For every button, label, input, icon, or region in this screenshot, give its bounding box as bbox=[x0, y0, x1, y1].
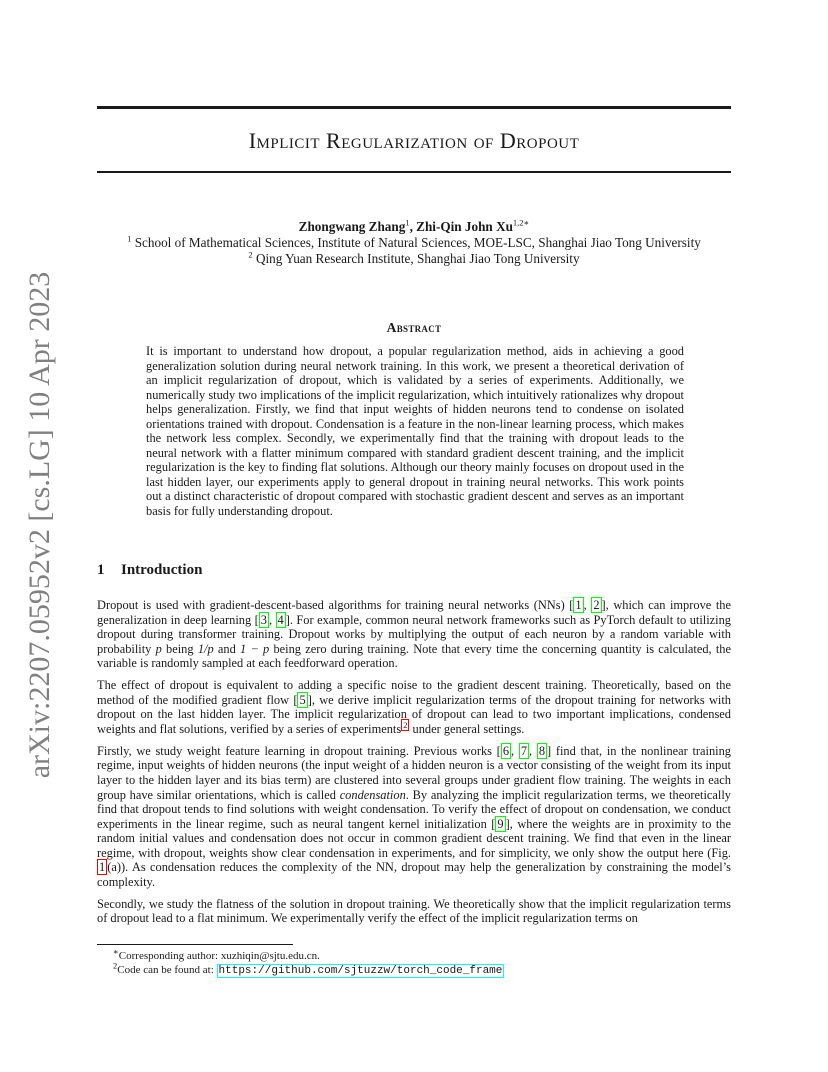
section-heading bbox=[97, 562, 202, 579]
text-run: . By analyzing the implicit regularization terms, we theoretically find that dropout tends to find solutions with weight condensation. To verify the effect of dropout on condensation, we conduct experiments in the linear regime, such as neural tangent kernel initialization [ bbox=[97, 787, 731, 831]
citation-link[interactable]: 8 bbox=[538, 743, 546, 758]
citation-link[interactable]: 9 bbox=[497, 816, 504, 831]
author-separator: , bbox=[409, 219, 417, 234]
paper-title: Implicit Regularization of Dropout bbox=[248, 128, 580, 153]
citation-link[interactable]: 7 bbox=[520, 743, 528, 758]
text-run: ], where the weights are in proximity to the random initial values and condensation does not occur in common gradient descent training. We find that even in the linear regime, with dropout, weights show clear condensation in experiments, and for simplicity, we only show the output here (Fig. bbox=[97, 816, 731, 860]
text-run: , bbox=[583, 598, 592, 612]
paragraph-1 bbox=[97, 598, 731, 671]
affiliation-2 bbox=[97, 251, 731, 267]
footnote-1-mark: ∗ bbox=[113, 946, 119, 957]
paragraph-2 bbox=[97, 678, 731, 736]
section-title: Introduction bbox=[121, 562, 203, 578]
text-run: ] find that, in the nonlinear training regime, input weights of hidden neurons (the input weight of a hidden neuron is a vector consisting of the weight from its input layer to the hidden layer and its bias term) are clustered into several groups under gradient flow training. The weights in each group have similar orientations, which is called bbox=[97, 743, 731, 802]
footnote-2 bbox=[113, 960, 504, 978]
author-1-affil: 1 bbox=[405, 217, 410, 228]
author-names bbox=[97, 219, 731, 235]
code-url-link[interactable]: https://github.com/sjtuzzw/torch_code_frame bbox=[218, 965, 503, 977]
affiliation-2-mark: 2 bbox=[248, 250, 253, 261]
math-p: p bbox=[155, 641, 162, 656]
abstract-text: It is important to understand how dropout, a popular regularization method, aids in achieving a good generalization solution during neural network training. In this work, we present a theoretical derivation of an implicit regularization of dropout, which is validated by a series of experiments. Additionally, we numerically study two implications of the implicit regularization, which intuitively rationalizes why dropout helps generalization. Firstly, we find that input weights of hidden neurons tend to condense on isolated orientations trained with dropout. Condensation is a feature in the non-linear learning process, which makes the network less complex. Secondly, we experimentally find that the training with dropout leads to the neural network with a flatter minimum compared with standard gradient descent training, and the implicit regularization is the key to finding flat solutions. Although our theory mainly focuses on dropout used in the last hidden layer, our experiments apply to general dropout in training neural networks. This work points out a distinct characteristic of dropout compared with stochastic gradient descent and serves as an important basis for fully understanding dropout. bbox=[146, 344, 684, 519]
citation-link[interactable]: 2 bbox=[593, 598, 600, 612]
footnote-2-mark: 2 bbox=[113, 960, 118, 971]
citation-link[interactable]: 4 bbox=[277, 612, 284, 627]
text-run: Firstly, we study weight feature learning in dropout training. Previous works [ bbox=[97, 743, 501, 758]
text-run: being zero during training. Note that every time the concerning quantity is calculated, the variable is randomly sampled at each feedforward operation. bbox=[97, 641, 731, 671]
text-run: , bbox=[268, 612, 276, 627]
affiliation-1 bbox=[97, 235, 731, 251]
footnote-1-text: Corresponding author: xuzhiqin@sjtu.edu.cn. bbox=[118, 950, 320, 962]
affiliation-2-text: Qing Yuan Research Institute, Shanghai Jiao Tong University bbox=[255, 251, 580, 267]
footnotes bbox=[113, 946, 504, 978]
author-2-affil: 1,2∗ bbox=[512, 217, 530, 228]
text-run: , bbox=[511, 743, 519, 758]
text-run: The effect of dropout is equivalent to adding a specific noise to the gradient descent training. Theoretically, based on the method of the modified gradient flow [ bbox=[97, 678, 731, 707]
text-run: ], we derive implicit regularization terms of the dropout training for networks with dropout on the last hidden layer. The implicit regularization of dropout can lead to two important implications, condensed weights and flat solutions, verified by a series of experiments bbox=[97, 692, 731, 736]
math-inverse-p: 1/p bbox=[197, 641, 214, 656]
text-run: Dropout is used with gradient-descent-based algorithms for training neural networks (NNs) [ bbox=[97, 598, 574, 612]
text-run: ], which can improve the generalization in deep learning [ bbox=[97, 598, 731, 627]
arxiv-sidebar bbox=[20, 271, 60, 779]
section-number: 1 bbox=[97, 562, 105, 578]
author-block bbox=[97, 219, 731, 268]
text-run: (a)). As condensation reduces the complexity of the NN, dropout may help the generalization by constraining the model’s complexity. bbox=[97, 860, 731, 889]
text-run: ]. For example, common neural network frameworks such as PyTorch default to utilizing dropout during transformer training. Dropout works by multiplying the output of each neuron by a random variable with probability bbox=[97, 612, 731, 656]
affiliation-1-mark: 1 bbox=[127, 233, 132, 244]
section-body bbox=[97, 598, 731, 933]
footnote-link[interactable]: 2 bbox=[403, 719, 408, 730]
citation-link[interactable]: 5 bbox=[299, 692, 306, 707]
citation-link[interactable]: 1 bbox=[575, 598, 582, 612]
paragraph-3 bbox=[97, 744, 731, 889]
footnote-2-text: Code can be found at: bbox=[117, 964, 217, 976]
affiliation-1-text: School of Mathematical Sciences, Institute of Natural Sciences, MOE-LSC, Shanghai Jiao Tong University bbox=[134, 235, 701, 251]
title-bottom-rule bbox=[97, 171, 731, 173]
title-top-rule bbox=[97, 106, 731, 109]
citation-link[interactable]: 6 bbox=[502, 743, 510, 758]
emphasis-condensation: condensation bbox=[339, 787, 406, 802]
text-run: , bbox=[529, 743, 537, 758]
citation-link[interactable]: 3 bbox=[260, 612, 267, 627]
paragraph-4: Secondly, we study the flatness of the solution in dropout training. We theoretically show that the implicit regularization terms of dropout lead to a flat minimum. We experimentally verify the effect of the implicit regularization terms on bbox=[97, 896, 731, 926]
abstract-heading: Abstract bbox=[386, 320, 442, 335]
text-run: and bbox=[213, 641, 241, 656]
footnote-rule bbox=[97, 944, 293, 945]
math-one-minus-p: 1 − p bbox=[240, 641, 270, 656]
footnote-1 bbox=[113, 946, 504, 963]
text-run: under general settings. bbox=[409, 721, 525, 736]
text-run: being bbox=[161, 641, 198, 656]
author-1: Zhongwang Zhang bbox=[298, 219, 406, 234]
arxiv-identifier: arXiv:2207.05952v2 [cs.LG] 10 Apr 2023 bbox=[23, 271, 56, 779]
figure-link[interactable]: 1 bbox=[99, 860, 106, 875]
author-2: Zhi-Qin John Xu bbox=[416, 219, 513, 234]
